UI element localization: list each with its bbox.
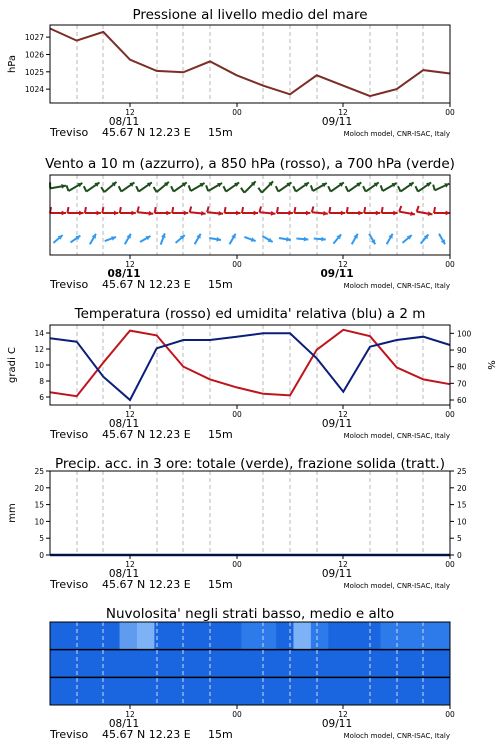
pressure-line xyxy=(50,29,450,97)
cloud-cell-medio xyxy=(207,650,225,678)
wind-arrow-700-hPa xyxy=(328,182,344,191)
wind-arrow-700-hPa xyxy=(398,182,414,191)
cloud-cell-medio xyxy=(363,650,381,678)
cloud-cell-medio xyxy=(241,650,259,678)
x-tick-label: 12 xyxy=(125,410,135,419)
location-name: Treviso xyxy=(50,278,89,291)
wind-arrow-10-m xyxy=(140,236,150,242)
wind-barb xyxy=(206,185,208,191)
date-label: 08/11 xyxy=(108,418,140,430)
y2-tick-label: 90 xyxy=(457,346,467,355)
y2-tick-label: 0 xyxy=(457,551,462,560)
wind-arrow-10-m xyxy=(296,237,308,242)
cloud-cell-basso xyxy=(415,677,433,705)
y-tick-label: 12 xyxy=(34,345,44,354)
wind-head xyxy=(271,211,276,216)
y-tick-label: 14 xyxy=(34,329,44,338)
x-tick-label: 00 xyxy=(445,560,455,569)
wind-arrow-850-hPa xyxy=(277,207,293,215)
y-tick-label: 1026 xyxy=(24,50,44,60)
y2-tick-label: 5 xyxy=(457,534,462,544)
location-coords: 45.67 N 12.23 E xyxy=(102,428,191,441)
cloud-cell-medio xyxy=(328,650,346,678)
cloud-cell-basso xyxy=(363,677,381,705)
wind-barb xyxy=(328,186,331,191)
date-label: 09/11 xyxy=(321,116,353,128)
wind-barb xyxy=(347,207,348,213)
wind-arrow-700-hPa xyxy=(101,182,116,192)
location-name: Treviso xyxy=(50,428,89,441)
wind-barb xyxy=(154,187,157,192)
x-tick-label: 00 xyxy=(445,410,455,419)
wind-arrow-700-hPa xyxy=(293,182,309,191)
date-label: 08/11 xyxy=(108,568,140,580)
wind-arrow-850-hPa xyxy=(329,207,345,215)
x-tick-label: 12 xyxy=(125,560,135,569)
chart-title: Vento a 10 m (azzurro), a 850 hPa (rosso), a 700 hPa (verde) xyxy=(45,156,455,172)
cloud-cell-alto xyxy=(189,622,207,650)
cloud-cell-medio xyxy=(85,650,103,678)
wind-arrow-700-hPa xyxy=(136,182,152,191)
wind-arrow-10-m xyxy=(125,234,131,244)
date-label: 09/11 xyxy=(321,418,353,430)
wind-arrow-10-m xyxy=(195,234,201,244)
wind-head xyxy=(306,211,310,216)
y-tick-label: 0 xyxy=(39,551,44,560)
cloud-cell-basso xyxy=(224,677,242,705)
wind-arrow-10-m xyxy=(230,234,236,244)
cloud-cell-alto xyxy=(241,622,259,650)
wind-arrow-700-hPa xyxy=(363,182,379,191)
wind-barb xyxy=(242,207,243,213)
y-axis-label: hPa xyxy=(7,54,18,74)
cloud-cell-medio xyxy=(50,650,68,678)
wind-arrow-850-hPa xyxy=(312,207,328,216)
wind-head xyxy=(323,211,328,216)
cloud-cell-basso xyxy=(120,677,138,705)
wind-arrow-700-hPa xyxy=(154,182,169,192)
cloud-cell-alto xyxy=(207,622,225,650)
wind-barb xyxy=(84,186,87,191)
cloud-cell-alto xyxy=(328,622,346,650)
wind-arrow-700-hPa xyxy=(206,183,222,191)
x-tick-label: 00 xyxy=(445,108,455,117)
x-tick-label: 12 xyxy=(125,710,135,719)
y-tick-label: 5 xyxy=(39,534,44,544)
model-credit: Moloch model, CNR-ISAC, Italy xyxy=(343,582,450,590)
wind-barb xyxy=(120,207,121,213)
cloud-cell-medio xyxy=(189,650,207,678)
cloud-cell-basso xyxy=(259,677,277,705)
wind-arrow-10-m xyxy=(421,234,429,243)
date-label: 08/11 xyxy=(107,268,141,280)
wind-barb xyxy=(294,207,295,213)
x-tick-label: 12 xyxy=(125,260,135,269)
cloud-cell-basso xyxy=(293,677,311,705)
cloud-cell-alto xyxy=(433,622,451,650)
cloud-cell-alto xyxy=(50,622,68,650)
location-coords: 45.67 N 12.23 E xyxy=(102,278,191,291)
cloud-cell-basso xyxy=(137,677,155,705)
y-tick-label: 1025 xyxy=(24,67,44,77)
wind-barb xyxy=(293,186,296,191)
precipitation-panel xyxy=(7,456,467,591)
wind-arrow-850-hPa xyxy=(347,207,363,215)
wind-barb xyxy=(276,186,279,191)
chart-title: Precip. acc. in 3 ore: totale (verde), frazione solida (tratt.) xyxy=(55,456,445,472)
y-tick-label: 15 xyxy=(34,500,44,510)
wind-barb xyxy=(382,207,383,213)
wind-barb xyxy=(172,207,173,213)
cloud-cell-basso xyxy=(172,677,190,705)
wind-head xyxy=(376,211,380,216)
wind-arrow-700-hPa xyxy=(311,183,327,191)
cloud-cell-alto xyxy=(224,622,242,650)
location-altitude: 15m xyxy=(208,428,233,441)
wind-arrow-700-hPa xyxy=(346,182,362,191)
wind-arrow-850-hPa xyxy=(364,207,380,215)
wind-arrow-10-m xyxy=(161,233,166,244)
y2-tick-label: 60 xyxy=(457,396,467,405)
wind-barb xyxy=(346,186,349,191)
wind-arrow-10-m xyxy=(209,237,221,242)
y-tick-label: 6 xyxy=(39,393,44,402)
temperature-panel xyxy=(7,306,496,441)
wind-barb xyxy=(241,188,244,193)
x-tick-label: 00 xyxy=(445,260,455,269)
cloud-cell-alto xyxy=(67,622,85,650)
wind-barb xyxy=(223,186,226,191)
wind-arrow-850-hPa xyxy=(172,207,188,215)
cloud-cell-medio xyxy=(120,650,138,678)
wind-head xyxy=(62,211,66,216)
wind-head xyxy=(289,211,293,216)
cloud-cell-alto xyxy=(172,622,190,650)
plot-frame xyxy=(50,471,450,555)
location-altitude: 15m xyxy=(208,278,233,291)
cloud-cell-alto xyxy=(346,622,364,650)
location-coords: 45.67 N 12.23 E xyxy=(102,728,191,741)
cloud-cell-alto xyxy=(380,622,398,650)
wind-head xyxy=(304,237,309,242)
date-label: 08/11 xyxy=(108,718,140,730)
y2-tick-label: 70 xyxy=(457,379,467,389)
wind-arrow-850-hPa xyxy=(50,207,66,215)
x-tick-label: 12 xyxy=(338,260,348,269)
cloud-cell-basso xyxy=(276,677,294,705)
wind-arrow-10-m xyxy=(402,235,411,243)
location-altitude: 15m xyxy=(208,126,233,139)
wind-barb xyxy=(85,207,86,213)
chart-title: Nuvolosita' negli strati basso, medio e alto xyxy=(105,606,395,622)
wind-barb xyxy=(399,206,401,212)
wind-barb xyxy=(363,186,366,191)
wind-barb xyxy=(155,207,156,213)
wind-barb xyxy=(102,207,103,213)
wind-panel xyxy=(45,156,455,291)
y-axis-label: gradi C xyxy=(7,347,18,383)
cloud-cell-basso xyxy=(328,677,346,705)
y-tick-label: 8 xyxy=(39,377,44,386)
wind-head xyxy=(201,211,206,216)
cloud-cell-alto xyxy=(259,622,277,650)
wind-arrow-10-m xyxy=(314,237,326,242)
wind-arrow-700-hPa xyxy=(433,183,449,190)
wind-arrow-700-hPa xyxy=(381,183,397,191)
y2-tick-label: 10 xyxy=(457,517,467,527)
wind-arrow-10-m xyxy=(352,234,358,244)
wind-head xyxy=(341,211,345,216)
location-coords: 45.67 N 12.23 E xyxy=(102,126,191,139)
wind-arrow-10-m xyxy=(333,234,341,243)
wind-arrow-10-m xyxy=(439,234,445,244)
x-tick-label: 12 xyxy=(338,560,348,569)
location-name: Treviso xyxy=(50,578,89,591)
x-tick-label: 00 xyxy=(232,108,242,117)
wind-head xyxy=(149,211,154,216)
temperature-line xyxy=(50,330,450,396)
wind-arrow-850-hPa xyxy=(85,207,101,215)
cloud-cell-alto xyxy=(276,622,294,650)
chart-title: Temperatura (rosso) ed umidita' relativa (blu) a 2 m xyxy=(74,306,426,322)
y-tick-label: 1027 xyxy=(24,33,44,43)
y2-tick-label: 80 xyxy=(457,362,467,372)
wind-barb xyxy=(136,186,139,191)
x-tick-label: 00 xyxy=(232,710,242,719)
wind-arrow-10-m xyxy=(71,236,81,243)
wind-arrow-850-hPa xyxy=(434,207,450,215)
wind-arrow-700-hPa xyxy=(223,182,239,191)
location-altitude: 15m xyxy=(208,578,233,591)
wind-barb xyxy=(101,187,104,192)
y2-tick-label: 15 xyxy=(457,500,467,510)
plot-frame xyxy=(50,325,450,405)
cloud-cell-basso xyxy=(398,677,416,705)
wind-barb xyxy=(67,207,68,213)
wind-barb xyxy=(66,185,68,191)
date-label: 09/11 xyxy=(321,718,353,730)
cloud-cell-basso xyxy=(241,677,259,705)
model-credit: Moloch model, CNR-ISAC, Italy xyxy=(343,130,450,138)
wind-barb xyxy=(381,185,383,191)
model-credit: Moloch model, CNR-ISAC, Italy xyxy=(343,282,450,290)
x-tick-label: 00 xyxy=(232,560,242,569)
wind-arrow-700-hPa xyxy=(258,181,273,192)
wind-barb xyxy=(119,186,122,191)
cloud-cell-alto xyxy=(102,622,120,650)
model-credit: Moloch model, CNR-ISAC, Italy xyxy=(343,432,450,440)
cloud-cell-basso xyxy=(433,677,451,705)
cloud-cell-medio xyxy=(380,650,398,678)
cloud-cell-medio xyxy=(415,650,433,678)
wind-arrow-850-hPa xyxy=(382,207,398,215)
wind-barb xyxy=(171,186,174,191)
wind-arrow-700-hPa xyxy=(189,183,205,191)
cloud-cell-medio xyxy=(311,650,329,678)
cloud-cell-alto xyxy=(363,622,381,650)
date-label: 08/11 xyxy=(108,116,140,128)
cloud-cell-medio xyxy=(67,650,85,678)
wind-arrow-850-hPa xyxy=(102,207,118,215)
wind-arrow-850-hPa xyxy=(399,206,415,216)
y-tick-label: 25 xyxy=(34,467,44,476)
cloud-cell-medio xyxy=(172,650,190,678)
cloud-cell-medio xyxy=(346,650,364,678)
pressure-panel xyxy=(7,7,455,139)
cloud-cell-medio xyxy=(102,650,120,678)
cloud-cell-basso xyxy=(85,677,103,705)
cloud-cell-basso xyxy=(207,677,225,705)
y2-tick-label: 100 xyxy=(457,329,472,339)
wind-barb xyxy=(258,188,261,193)
cloud-cell-basso xyxy=(311,677,329,705)
wind-barb xyxy=(433,185,435,191)
x-tick-label: 12 xyxy=(338,410,348,419)
wind-head xyxy=(358,211,362,216)
y-tick-label: 10 xyxy=(34,361,44,370)
wind-arrow-10-m xyxy=(244,237,255,242)
wind-barb xyxy=(415,186,418,191)
cloud-cell-basso xyxy=(380,677,398,705)
wind-arrow-700-hPa xyxy=(66,183,82,191)
cloud-cell-alto xyxy=(120,622,138,650)
x-tick-label: 12 xyxy=(338,108,348,117)
wind-barb xyxy=(329,207,330,213)
cloud-cell-basso xyxy=(189,677,207,705)
wind-head xyxy=(166,211,170,216)
wind-arrow-700-hPa xyxy=(119,182,135,191)
cloud-cell-alto xyxy=(398,622,416,650)
wind-arrow-850-hPa xyxy=(190,207,206,216)
cloud-cell-alto xyxy=(311,622,329,650)
wind-head xyxy=(321,237,326,242)
wind-head xyxy=(114,211,118,216)
wind-head xyxy=(254,211,258,216)
x-tick-label: 00 xyxy=(232,410,242,419)
wind-barb xyxy=(189,185,191,191)
wind-arrow-850-hPa xyxy=(67,207,83,215)
wind-arrow-10-m xyxy=(279,237,291,242)
wind-arrow-10-m xyxy=(262,236,272,242)
location-coords: 45.67 N 12.23 E xyxy=(102,578,191,591)
y2-axis-label: % xyxy=(485,360,496,370)
model-credit: Moloch model, CNR-ISAC, Italy xyxy=(343,732,450,740)
wind-arrow-700-hPa xyxy=(84,182,100,191)
date-label: 09/11 xyxy=(321,568,353,580)
wind-barb xyxy=(277,207,278,213)
wind-barb xyxy=(398,186,401,191)
x-tick-label: 00 xyxy=(232,260,242,269)
date-label: 09/11 xyxy=(320,268,354,280)
cloud-cell-alto xyxy=(415,622,433,650)
wind-arrow-850-hPa xyxy=(120,207,136,215)
cloud-cell-alto xyxy=(85,622,103,650)
wind-head xyxy=(79,211,83,216)
y2-tick-label: 20 xyxy=(457,483,467,493)
wind-arrow-850-hPa xyxy=(225,207,241,215)
cloud-cell-alto xyxy=(293,622,311,650)
wind-arrow-850-hPa xyxy=(294,207,310,215)
wind-barb xyxy=(434,207,435,213)
wind-arrow-700-hPa xyxy=(171,182,187,191)
wind-arrow-10-m xyxy=(105,236,116,241)
wind-arrow-850-hPa xyxy=(417,206,433,216)
wind-barb xyxy=(225,207,226,213)
wind-barb xyxy=(417,206,419,212)
wind-arrow-850-hPa xyxy=(259,207,275,216)
cloud-cell-medio xyxy=(398,650,416,678)
wind-head xyxy=(446,211,450,216)
wind-head xyxy=(236,211,240,216)
wind-head xyxy=(97,211,101,216)
x-tick-label: 12 xyxy=(125,108,135,117)
y2-tick-label: 25 xyxy=(457,467,467,476)
cloud-panel xyxy=(49,606,455,741)
location-altitude: 15m xyxy=(208,728,233,741)
wind-barb xyxy=(364,207,365,213)
chart-title: Pressione al livello medio del mare xyxy=(132,7,368,23)
y-tick-label: 20 xyxy=(34,483,44,493)
wind-arrow-10-m xyxy=(387,234,393,244)
x-tick-label: 12 xyxy=(338,710,348,719)
location-name: Treviso xyxy=(50,728,89,741)
wind-arrow-700-hPa xyxy=(276,182,292,191)
cloud-cell-basso xyxy=(67,677,85,705)
cloud-cell-basso xyxy=(102,677,120,705)
wind-barb xyxy=(311,185,313,191)
wind-arrow-10-m xyxy=(53,235,62,243)
cloud-cell-medio xyxy=(433,650,451,678)
cloud-cell-alto xyxy=(137,622,155,650)
x-tick-label: 00 xyxy=(445,710,455,719)
wind-head xyxy=(184,211,188,216)
cloud-cell-medio xyxy=(259,650,277,678)
y-axis-label: mm xyxy=(7,503,18,523)
cloud-cell-medio xyxy=(224,650,242,678)
cloud-cell-medio xyxy=(293,650,311,678)
wind-head xyxy=(218,211,223,216)
wind-arrow-10-m xyxy=(90,234,96,244)
wind-arrow-700-hPa xyxy=(50,182,66,188)
cloud-cell-medio xyxy=(137,650,155,678)
wind-arrow-700-hPa xyxy=(241,181,256,192)
y-tick-label: 10 xyxy=(34,517,44,527)
wind-head xyxy=(131,211,135,216)
y-tick-label: 1024 xyxy=(24,85,44,95)
location-name: Treviso xyxy=(50,126,89,139)
cloud-cell-basso xyxy=(346,677,364,705)
cloud-cell-basso xyxy=(50,677,68,705)
wind-arrow-850-hPa xyxy=(137,207,153,216)
cloud-cell-medio xyxy=(276,650,294,678)
wind-arrow-850-hPa xyxy=(242,207,258,215)
